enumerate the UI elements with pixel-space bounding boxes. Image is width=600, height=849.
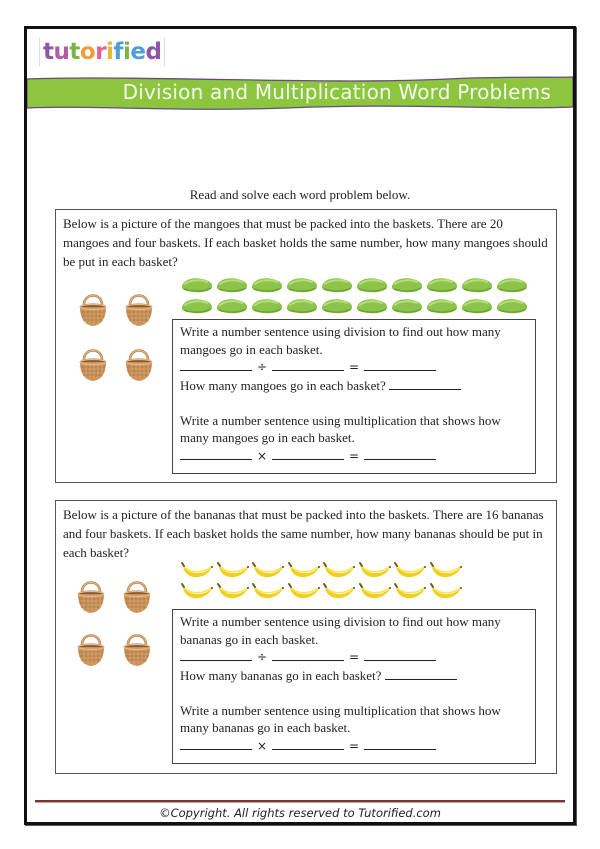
equals-sign: = [348,448,360,463]
banana-icon [216,582,250,600]
mango-icon [390,297,424,315]
mango-icon [355,297,389,315]
logo-letter: t [43,39,54,65]
banana-icon [358,561,392,579]
footer-divider [35,800,565,803]
equals-sign: = [348,650,360,664]
mango-icon [425,276,459,294]
multiplication-sentence [180,447,528,466]
mango-icon [355,276,389,294]
division-sentence [180,358,528,377]
basket-icon [124,341,154,383]
multiply-sign: × [256,738,268,753]
tutorified-logo [39,38,165,66]
mango-icon [180,297,214,315]
multiplication-prompt: Write a number sentence using multiplication that shows how many mangoes go in each basket. [180,412,501,445]
logo-letter: r [95,39,107,65]
logo-letter: d [145,39,162,65]
factor-1-blank[interactable] [180,448,252,460]
banana-icon [180,582,214,600]
banana-icon [429,561,463,579]
worksheet-page [24,26,576,825]
answer-blank[interactable] [389,378,461,390]
mango-icon [425,297,459,315]
factor-2-blank[interactable] [272,738,344,750]
equals-sign: = [348,360,360,374]
banana-icon [393,561,427,579]
multiplication-sentence [180,737,528,756]
quotient-blank[interactable] [364,649,436,661]
mango-icon [215,276,249,294]
answer-blank[interactable] [385,668,457,680]
divide-sign: ÷ [256,360,268,374]
divide-sign: ÷ [256,650,268,664]
dividend-blank[interactable] [180,649,252,661]
banana-icon [251,582,285,600]
mango-icon [320,276,354,294]
banana-icon [216,561,250,579]
banana-icon [358,582,392,600]
mango-icon [250,276,284,294]
quotient-blank[interactable] [364,359,436,371]
divisor-blank[interactable] [272,649,344,661]
factor-2-blank[interactable] [272,448,344,460]
mango-icon [285,297,319,315]
basket-icon [76,626,106,668]
basket-icon [122,573,152,615]
mango-icon [215,297,249,315]
question-box [172,609,536,764]
product-blank[interactable] [364,738,436,750]
logo-letter: u [53,39,70,65]
logo-letter: e [130,39,146,65]
banana-icon [322,582,356,600]
banana-icon [287,582,321,600]
basket-icon [76,573,106,615]
mango-icon [495,276,529,294]
question-box [172,319,536,474]
problem-card-bananas [55,500,557,774]
equals-sign: = [348,738,360,753]
mango-grid [180,276,530,315]
logo-letter: o [79,39,96,65]
division-prompt: Write a number sentence using division to find out how many bananas go in each basket. [180,614,501,647]
problem-statement: Below is a picture of the bananas that must be packed into the baskets. There are 16 bananas and four baskets. If each basket holds the same number, how many bananas should be put in each basket? [63,507,544,560]
answer-prompt: How many mangoes go in each basket? [180,377,386,393]
product-blank[interactable] [364,448,436,460]
banana-icon [287,561,321,579]
mango-icon [460,297,494,315]
banana-icon [180,561,214,579]
copyright-text: ©Copyright. All rights reserved to Tutorified.com [159,806,441,820]
mango-icon [285,276,319,294]
logo-letter: i [106,39,114,65]
answer-line [180,667,528,685]
answer-line [180,377,528,395]
mango-icon [495,297,529,315]
instructions-text: Read and solve each word problem below. [189,187,411,202]
divisor-blank[interactable] [272,359,344,371]
multiplication-prompt: Write a number sentence using multiplication that shows how many bananas go in each basket. [180,702,501,735]
multiply-sign: × [256,448,268,463]
mango-icon [390,276,424,294]
logo-letter: i [122,39,131,65]
basket-icon [122,626,152,668]
banana-icon [393,582,427,600]
banana-grid [180,561,464,600]
banana-icon [322,561,356,579]
logo-letter: f [113,39,123,65]
mango-icon [320,297,354,315]
problem-statement: Below is a picture of the mangoes that must be packed into the baskets. There are 20 mangoes and four baskets. If each basket holds the same number, how many mangoes should be put in each basket? [63,216,548,269]
banana-icon [251,561,285,579]
division-sentence [180,648,528,667]
title-banner [27,75,573,113]
mango-icon [180,276,214,294]
division-prompt: Write a number sentence using division to find out how many mangoes go in each basket. [180,324,501,357]
factor-1-blank[interactable] [180,738,252,750]
page-title: Division and Multiplication Word Problems [122,80,551,104]
banana-icon [429,582,463,600]
logo-letter: t [69,39,80,65]
problem-card-mangoes [55,209,557,483]
basket-icon [124,286,154,328]
basket-icon [78,286,108,328]
basket-icon [78,341,108,383]
answer-prompt: How many bananas go in each basket? [180,667,382,683]
mango-icon [250,297,284,315]
mango-icon [460,276,494,294]
dividend-blank[interactable] [180,359,252,371]
